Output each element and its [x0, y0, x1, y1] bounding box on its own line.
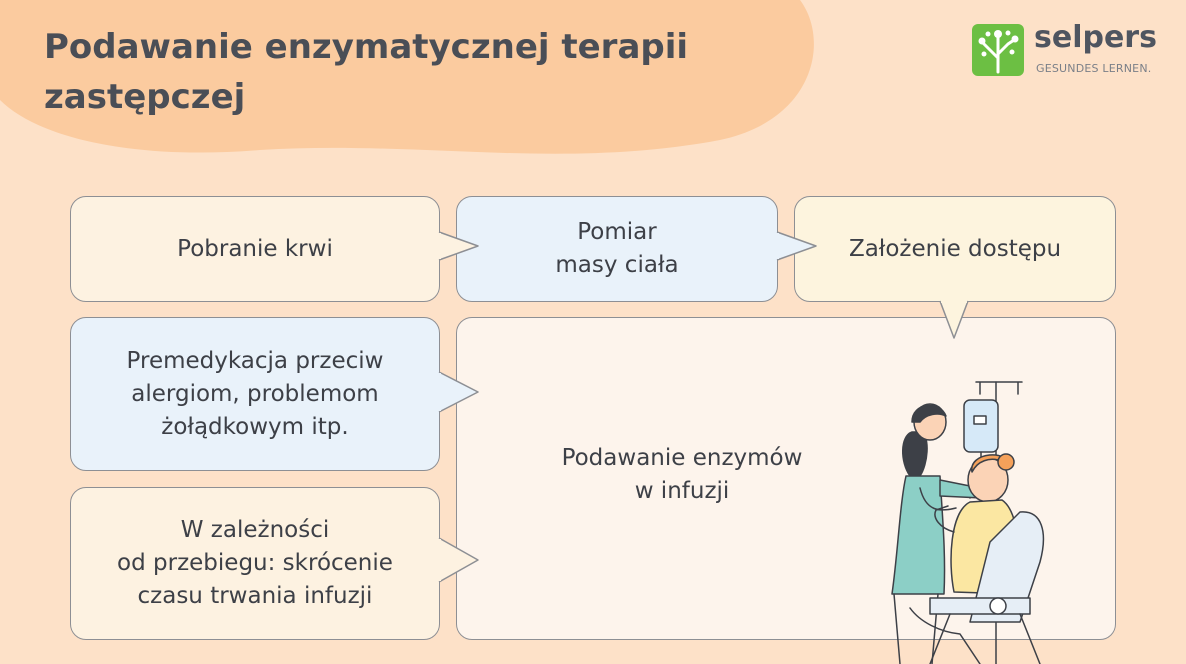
step-label: Premedykacja przeciw alergiom, problemom żołądkowym itp. — [126, 347, 384, 440]
step-label: Pomiar masy ciała — [555, 219, 679, 278]
page-title: Podawanie enzymatycznej terapii zastępczej — [44, 27, 689, 117]
step-card-weight — [456, 196, 778, 302]
step-label: W zależności od przebiegu: skrócenie czasu trwania infuzji — [117, 517, 393, 609]
step-card-blood-draw — [70, 196, 440, 302]
step-label: Pobranie krwi — [177, 235, 333, 262]
step-card-access — [794, 196, 1116, 302]
logo-name: selpers — [1034, 20, 1157, 55]
logo-tagline: GESUNDES LERNEN. — [1036, 62, 1152, 75]
step-label: Założenie dostępu — [848, 235, 1062, 262]
step-card-shortening — [70, 487, 440, 640]
step-label: Podawanie enzymów w infuzji — [561, 445, 803, 504]
step-card-premedication — [70, 317, 440, 471]
nurse-patient-illustration — [870, 372, 1070, 664]
